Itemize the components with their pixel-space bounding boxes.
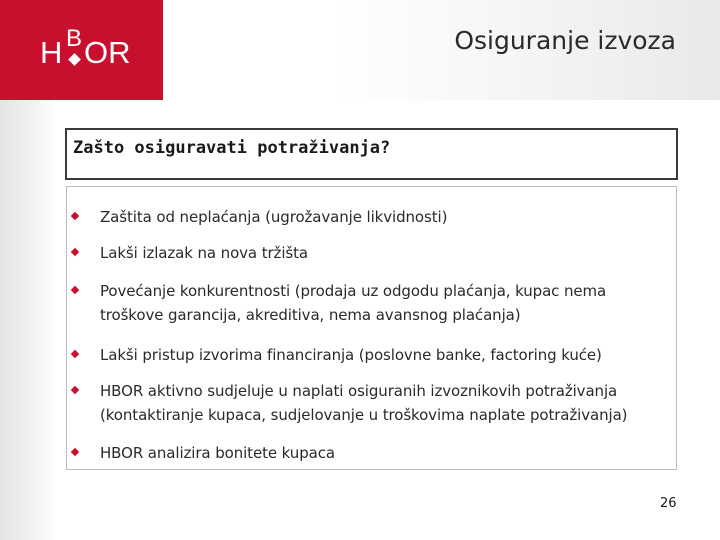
bullet-text: HBOR analizira bonitete kupaca (100, 444, 335, 462)
bullet-list-area (66, 186, 677, 470)
side-gradient-strip (0, 100, 56, 540)
logo-letter-h: H (40, 35, 63, 70)
diamond-bullet-icon (71, 286, 79, 294)
bullet-text: Lakši izlazak na nova tržišta (100, 244, 308, 262)
page-number: 26 (660, 496, 677, 511)
diamond-bullet-icon (71, 212, 79, 220)
question-box (65, 128, 678, 180)
bullet-text: Zaštita od neplaćanja (ugrožavanje likvidnosti) (100, 208, 448, 226)
hbor-logo (0, 0, 163, 100)
hbor-logo-mark (0, 0, 163, 100)
diamond-bullet-icon (71, 448, 79, 456)
diamond-bullet-icon (71, 248, 79, 256)
bullet-text: Lakši pristup izvorima financiranja (poslovne banke, factoring kuće) (100, 346, 602, 364)
logo-diamond-icon (68, 53, 81, 66)
slide-title: Osiguranje izvoza (454, 26, 676, 55)
logo-letter-b: B (66, 25, 83, 52)
diamond-bullet-icon (71, 386, 79, 394)
logo-letters-or: OR (84, 35, 131, 70)
bullet-text: HBOR aktivno sudjeluje u naplati osiguranih izvoznikovih potraživanja (kontaktiranje kupaca, sudjelovanje u troškovima naplate potraživanja) (100, 382, 628, 424)
question-heading: Zašto osiguravati potraživanja? (73, 138, 391, 158)
bullet-text: Povećanje konkurentnosti (prodaja uz odgodu plaćanja, kupac nema troškove garancija, akreditiva, nema avansnog plaćanja) (100, 282, 607, 324)
diamond-bullet-icon (71, 350, 79, 358)
